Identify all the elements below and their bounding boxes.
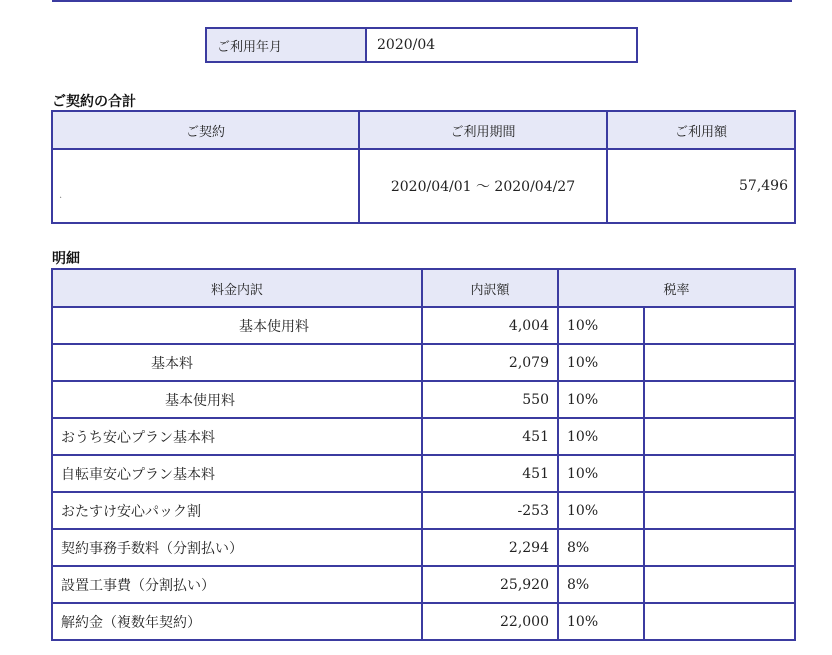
usage-month-label: ご利用年月 xyxy=(206,28,366,62)
item-amount: 550 xyxy=(422,381,558,418)
table-row xyxy=(52,149,795,223)
item-name: 基本使用料 xyxy=(52,381,422,418)
empty-cell xyxy=(644,455,795,492)
item-name: 契約事務手数料（分割払い） xyxy=(52,529,422,566)
item-rate: 8% xyxy=(558,529,644,566)
empty-cell xyxy=(644,381,795,418)
empty-cell xyxy=(644,603,795,640)
table-row xyxy=(52,603,795,640)
empty-cell xyxy=(644,492,795,529)
header-item-amount: 内訳額 xyxy=(422,269,558,307)
header-item: 料金内訳 xyxy=(52,269,422,307)
usage-month-table xyxy=(205,27,638,63)
details-title: 明細 xyxy=(52,251,80,267)
table-row xyxy=(52,381,795,418)
item-name: 解約金（複数年契約） xyxy=(52,603,422,640)
item-rate: 10% xyxy=(558,603,644,640)
item-name: 基本使用料 xyxy=(52,307,422,344)
item-name: 設置工事費（分割払い） xyxy=(52,566,422,603)
item-rate: 8% xyxy=(558,566,644,603)
empty-cell xyxy=(644,307,795,344)
header-amount: ご利用額 xyxy=(607,111,795,149)
item-rate: 10% xyxy=(558,418,644,455)
item-name: 基本料 xyxy=(52,344,422,381)
item-name: 自転車安心プラン基本料 xyxy=(52,455,422,492)
contract-amount: 57,496 xyxy=(607,149,795,223)
item-amount: 25,920 xyxy=(422,566,558,603)
item-amount: -253 xyxy=(422,492,558,529)
header-period: ご利用期間 xyxy=(359,111,607,149)
item-amount: 2,079 xyxy=(422,344,558,381)
item-amount: 451 xyxy=(422,418,558,455)
table-row xyxy=(52,344,795,381)
empty-cell xyxy=(644,418,795,455)
contract-name-redacted: . xyxy=(52,149,359,223)
item-rate: 10% xyxy=(558,307,644,344)
item-amount: 2,294 xyxy=(422,529,558,566)
item-amount: 4,004 xyxy=(422,307,558,344)
details-table xyxy=(51,268,796,641)
item-name: おたすけ安心パック割 xyxy=(52,492,422,529)
top-frame-edge xyxy=(52,0,792,2)
table-row xyxy=(52,455,795,492)
item-amount: 451 xyxy=(422,455,558,492)
item-name: おうち安心プラン基本料 xyxy=(52,418,422,455)
item-rate: 10% xyxy=(558,381,644,418)
empty-cell xyxy=(644,566,795,603)
item-rate: 10% xyxy=(558,492,644,529)
table-row xyxy=(52,307,795,344)
contract-period: 2020/04/01 〜 2020/04/27 xyxy=(359,149,607,223)
item-rate: 10% xyxy=(558,455,644,492)
empty-cell xyxy=(644,529,795,566)
table-row xyxy=(52,566,795,603)
table-row xyxy=(52,529,795,566)
contract-total-title: ご契約の合計 xyxy=(52,94,136,110)
header-tax-rate: 税率 xyxy=(558,269,795,307)
item-rate: 10% xyxy=(558,344,644,381)
table-row xyxy=(52,492,795,529)
table-row xyxy=(52,418,795,455)
header-contract: ご契約 xyxy=(52,111,359,149)
usage-month-value: 2020/04 xyxy=(366,28,637,62)
empty-cell xyxy=(644,344,795,381)
item-amount: 22,000 xyxy=(422,603,558,640)
contract-total-table xyxy=(51,110,796,224)
